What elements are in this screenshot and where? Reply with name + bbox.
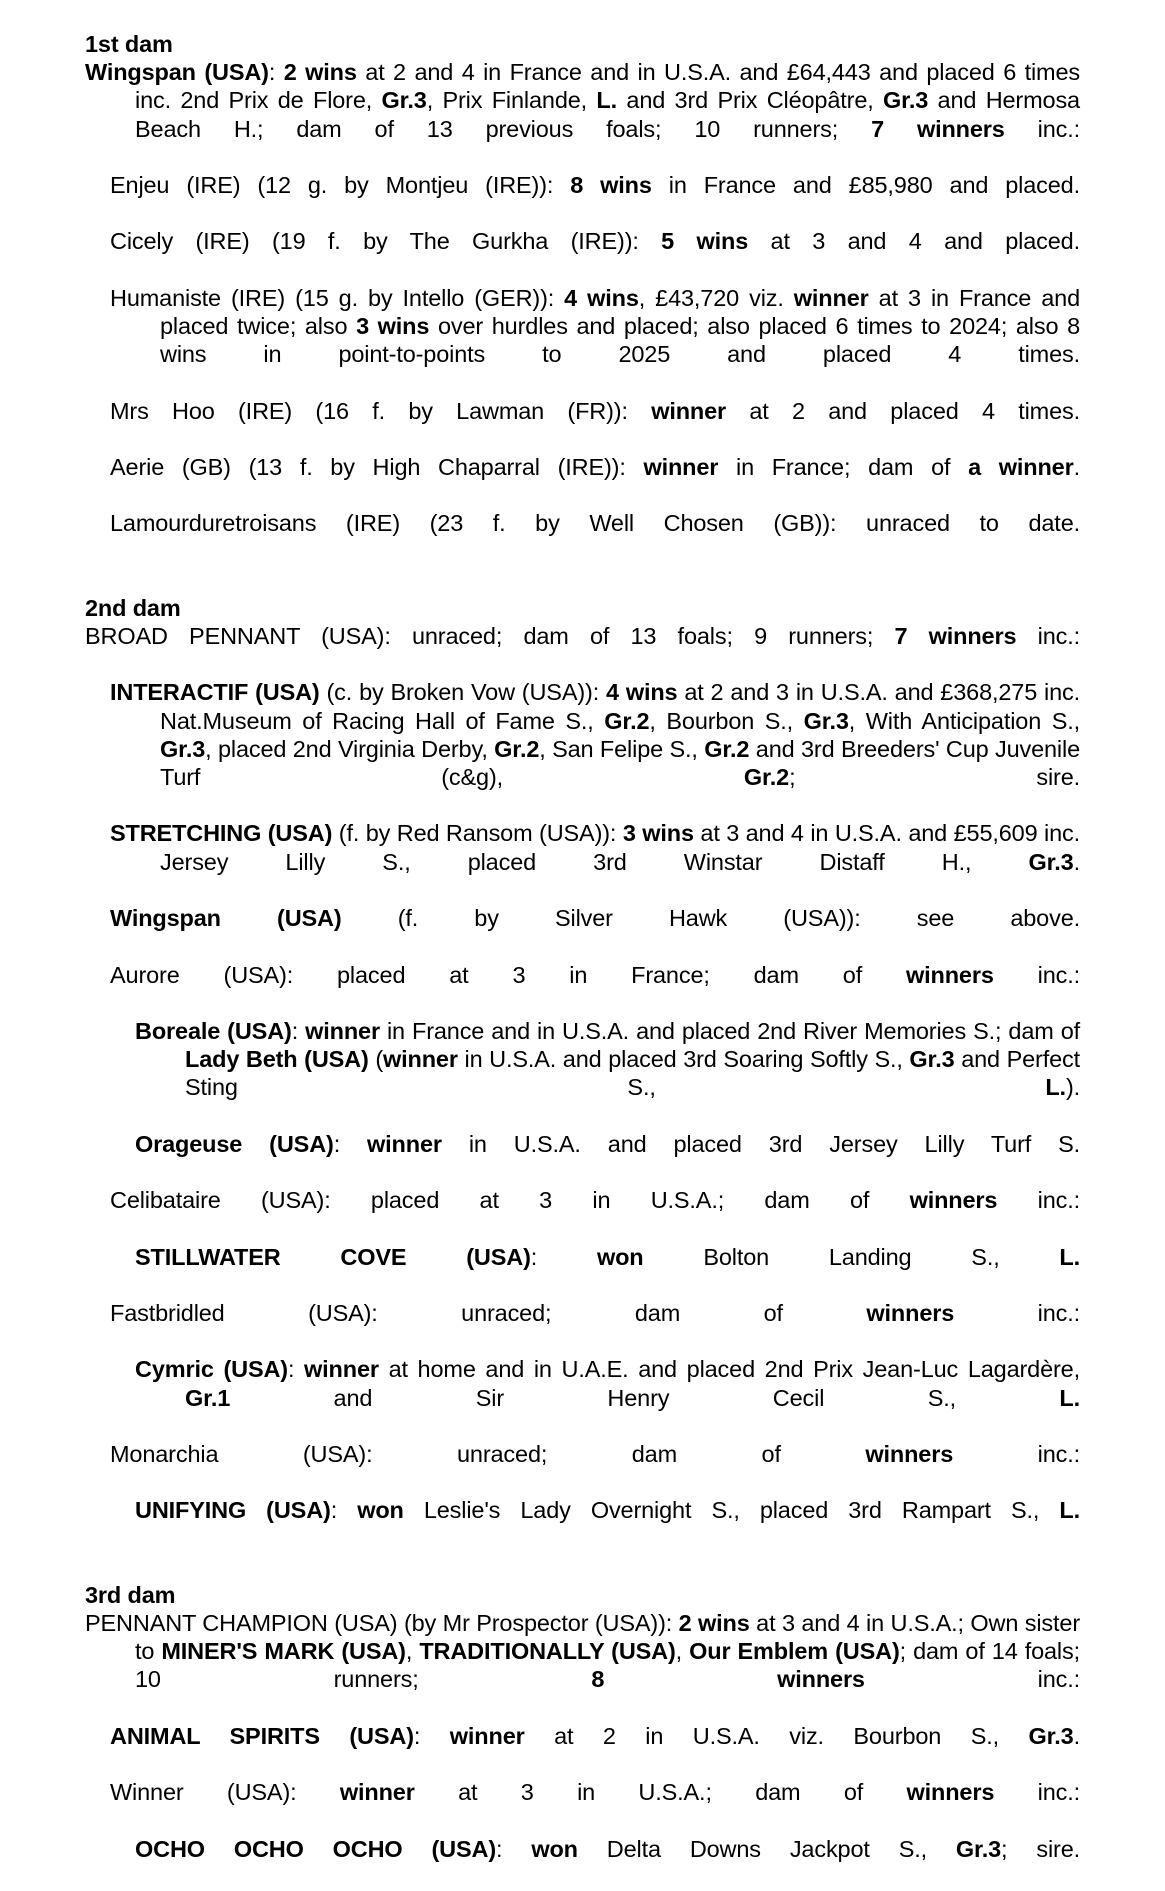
entry-text: and 3rd Breeders' Cup Juvenile Turf (c&g), — [160, 735, 1080, 791]
entry-text: in France and £85,980 and placed. — [651, 172, 1080, 199]
entry-text: and 3rd Prix Cléopâtre, — [617, 87, 884, 114]
entry-text-bold: Gr.3 — [803, 707, 849, 734]
pedigree-entry — [85, 1017, 1080, 1130]
entry-text: (f. by Silver Hawk (USA)): see above. — [341, 905, 1080, 932]
entry-text-bold: Boreale (USA) — [135, 1017, 292, 1044]
entry-text: Fastbridled (USA): unraced; dam of — [110, 1299, 867, 1326]
entry-text: , San Felipe S., — [539, 735, 705, 762]
entry-text-bold: STRETCHING (USA) — [110, 820, 333, 847]
pedigree-entry — [85, 171, 1080, 227]
dam-section-heading: 2nd dam — [85, 594, 181, 621]
entry-text: ; sire. — [1001, 1835, 1080, 1862]
pedigree-entry — [85, 1722, 1080, 1778]
entry-text-bold: winner — [449, 1722, 525, 1749]
entry-text: at home and in U.A.E. and placed 2nd Prix Jean-Luc Lagardère, — [378, 1356, 1080, 1383]
entry-text-bold: L. — [1059, 1384, 1080, 1411]
pedigree-entry — [85, 453, 1080, 509]
entry-text: in U.S.A. and placed 3rd Jersey Lilly Turf S. — [441, 1130, 1080, 1157]
entry-text-bold: 4 wins — [564, 284, 639, 311]
entry-text-bold: 2 wins — [283, 59, 357, 86]
entry-text-bold: Wingspan (USA) — [110, 905, 342, 932]
entry-text: ; dam of 14 foals; 10 runners; — [135, 1638, 1080, 1693]
pedigree-entry — [85, 1130, 1080, 1186]
entry-text-bold: L. — [1059, 1243, 1080, 1270]
pedigree-entry — [85, 622, 1080, 678]
entry-text: at 2 and 3 in U.S.A. and £368,275 inc. Nat.Museum of Racing Hall of Fame S., — [160, 679, 1080, 734]
entry-text-bold: L. — [1059, 1497, 1081, 1524]
entry-text-bold: STILLWATER COVE (USA) — [135, 1243, 531, 1270]
entry-text: at 2 in U.S.A. viz. Bourbon S., — [524, 1722, 1029, 1749]
entry-text-bold: L. — [596, 87, 618, 114]
entry-text: : — [333, 1130, 368, 1157]
entry-text: . — [1073, 454, 1080, 481]
entry-text: Celibataire (USA): placed at 3 in U.S.A.; dam of — [110, 1187, 910, 1214]
entry-text: at 3 in U.S.A.; dam of — [414, 1779, 907, 1806]
pedigree-entry — [85, 1440, 1080, 1496]
entry-text-bold: winner — [651, 397, 727, 424]
entry-text-bold: Our Emblem (USA) — [689, 1638, 900, 1665]
entry-text: inc.: — [994, 1779, 1081, 1806]
entry-text: Cicely (IRE) (19 f. by The Gurkha (IRE)): — [110, 228, 662, 255]
entry-text-bold: 8 winners — [591, 1666, 865, 1693]
pedigree-text-body — [85, 30, 1080, 1891]
entry-text-bold: Lady Beth (USA) — [185, 1046, 369, 1073]
entry-text: inc.: — [864, 1666, 1080, 1693]
entry-text: PENNANT CHAMPION (USA) (by Mr Prospector (USA)): — [85, 1609, 679, 1636]
entry-text: at 2 and placed 4 times. — [726, 397, 1080, 424]
entry-text-bold: won — [596, 1243, 644, 1270]
entry-text-bold: Gr.3 — [883, 87, 929, 114]
pedigree-entry — [85, 961, 1080, 1017]
entry-text-bold: Cymric (USA) — [135, 1356, 288, 1383]
entry-text: : — [330, 1497, 358, 1524]
entry-text-bold: winner — [383, 1046, 458, 1073]
pedigree-entry — [85, 58, 1080, 171]
entry-text: : — [530, 1243, 597, 1270]
pedigree-entry — [85, 1778, 1080, 1834]
entry-text-bold: TRADITIONALLY (USA) — [419, 1638, 676, 1665]
pedigree-entry — [85, 1299, 1080, 1355]
dam-section — [85, 30, 1080, 566]
pedigree-entry — [85, 284, 1080, 397]
dam-section-heading: 3rd dam — [85, 1581, 176, 1608]
entry-text: (f. by Red Ransom (USA)): — [332, 820, 623, 847]
entry-text-bold: winner — [367, 1130, 442, 1157]
entry-text-bold: INTERACTIF (USA) — [110, 679, 320, 706]
entry-text: and Hermosa Beach H.; dam of 13 previous foals; 10 runners; — [135, 87, 1080, 142]
dam-section-heading: 1st dam — [85, 31, 173, 57]
entry-text: inc.: — [1004, 115, 1080, 142]
entry-text-bold: 5 wins — [661, 228, 749, 255]
entry-text: at 3 in France and placed twice; also — [160, 284, 1080, 340]
entry-text: : — [413, 1722, 450, 1749]
entry-text: : — [268, 59, 284, 86]
entry-text-bold: winner — [793, 284, 869, 311]
entry-text: , placed 2nd Virginia Derby, — [205, 735, 495, 762]
entry-text-bold: won — [531, 1835, 578, 1862]
entry-text: Winner (USA): — [110, 1779, 340, 1806]
entry-text-bold: L. — [1045, 1074, 1066, 1101]
pedigree-entry — [85, 1835, 1080, 1891]
entry-text: : — [287, 1356, 305, 1383]
pedigree-entry — [85, 678, 1080, 819]
entry-text: Lamourduretroisans (IRE) (23 f. by Well Chosen (GB)): unraced to date. — [110, 510, 1080, 537]
entry-text: inc.: — [993, 961, 1080, 988]
entry-text-bold: winner — [305, 1017, 380, 1044]
entry-text-bold: winners — [866, 1299, 955, 1326]
entry-text: , With Anticipation S., — [848, 707, 1080, 734]
entry-text: inc.: — [1016, 623, 1080, 650]
dam-section — [85, 1581, 1080, 1891]
entry-text-bold: 3 wins — [622, 820, 694, 847]
entry-text: Aurore (USA): placed at 3 in France; dam of — [110, 961, 906, 988]
pedigree-entry — [85, 1186, 1080, 1242]
entry-text: in U.S.A. and placed 3rd Soaring Softly S., — [457, 1046, 910, 1073]
entry-text-bold: winner — [304, 1356, 379, 1383]
entry-text-bold: 4 wins — [606, 679, 678, 706]
entry-text: . — [1073, 1722, 1080, 1749]
entry-text-bold: Orageuse (USA) — [135, 1130, 334, 1157]
pedigree-entry — [85, 1355, 1080, 1440]
entry-text: Enjeu (IRE) (12 g. by Montjeu (IRE)): — [110, 172, 571, 199]
entry-text: over hurdles and placed; also placed 6 times to 2024; also 8 wins in point-to-points to 2025 and placed 4 times. — [160, 313, 1080, 368]
entry-text: Humaniste (IRE) (15 g. by Intello (GER)): — [110, 284, 565, 311]
entry-text: (c. by Broken Vow (USA)): — [319, 679, 606, 706]
entry-text-bold: winners — [909, 1187, 998, 1214]
entry-text: ). — [1065, 1074, 1080, 1101]
entry-text-bold: 2 wins — [678, 1609, 750, 1636]
entry-text: at 2 and 4 in France and in U.S.A. and £64,443 and placed 6 times inc. 2nd Prix de Flore, — [135, 59, 1081, 114]
pedigree-entry — [85, 1609, 1080, 1722]
entry-text-bold: Gr.3 — [955, 1835, 1002, 1862]
entry-text: in France and in U.S.A. and placed 2nd River Memories S.; dam of — [379, 1017, 1080, 1044]
entry-text-bold: a winner — [968, 454, 1074, 481]
pedigree-entry — [85, 819, 1080, 904]
entry-text: inc.: — [953, 1440, 1080, 1467]
entry-text: and Perfect Sting S., — [185, 1046, 1080, 1101]
entry-text: Delta Downs Jackpot S., — [577, 1835, 956, 1862]
entry-text: inc.: — [997, 1187, 1080, 1214]
entry-text: at 3 and 4 and placed. — [748, 228, 1080, 255]
entry-text-bold: 8 wins — [570, 172, 652, 199]
entry-text-bold: 7 winners — [871, 115, 1005, 142]
entry-text: , Prix Finlande, — [426, 87, 597, 114]
pedigree-entry — [85, 227, 1080, 283]
entry-text: at 3 and 4 in U.S.A.; Own sister to — [135, 1609, 1081, 1665]
entry-text-bold: UNIFYING (USA) — [135, 1497, 331, 1524]
entry-text: Leslie's Lady Overnight S., placed 3rd Rampart S., — [403, 1497, 1060, 1524]
entry-text: , — [405, 1638, 420, 1665]
entry-text: ; sire. — [789, 764, 1081, 791]
entry-text-bold: OCHO OCHO OCHO (USA) — [135, 1835, 496, 1862]
entry-text-bold: MINER'S MARK (USA) — [161, 1638, 406, 1665]
entry-text-bold: Gr.2 — [494, 735, 540, 762]
entry-text: ( — [368, 1046, 384, 1073]
entry-text: : — [291, 1017, 306, 1044]
entry-text-bold: Gr.1 — [185, 1384, 231, 1411]
entry-text-bold: 3 wins — [356, 313, 430, 340]
pedigree-entry — [85, 397, 1080, 453]
entry-text: BROAD PENNANT (USA): unraced; dam of 13 foals; 9 runners; — [85, 623, 895, 650]
entry-text-bold: Gr.3 — [160, 735, 206, 762]
entry-text-bold: Gr.2 — [743, 764, 790, 791]
entry-text: , — [675, 1638, 690, 1665]
dam-section — [85, 594, 1080, 1553]
entry-text: at 3 and 4 in U.S.A. and £55,609 inc. Jersey Lilly S., placed 3rd Winstar Distaff H., — [160, 820, 1080, 875]
entry-text-bold: Wingspan (USA) — [85, 59, 269, 86]
pedigree-entry — [85, 1243, 1080, 1299]
entry-text-bold: Gr.2 — [604, 707, 650, 734]
entry-text: Bolton Landing S., — [643, 1243, 1060, 1270]
entry-text-bold: winners — [905, 961, 994, 988]
entry-text-bold: won — [357, 1497, 404, 1524]
entry-text-bold: Gr.3 — [381, 87, 427, 114]
entry-text: , £43,720 viz. — [638, 284, 794, 311]
entry-text: , Bourbon S., — [649, 707, 804, 734]
entry-text: inc.: — [954, 1299, 1080, 1326]
pedigree-entry — [85, 1496, 1080, 1552]
pedigree-entry — [85, 509, 1080, 565]
entry-text-bold: Gr.2 — [704, 735, 750, 762]
entry-text: : — [496, 1835, 532, 1862]
entry-text-bold: Gr.3 — [1028, 1722, 1074, 1749]
entry-text-bold: ANIMAL SPIRITS (USA) — [110, 1722, 414, 1749]
entry-text-bold: 7 winners — [894, 623, 1017, 650]
entry-text: Aerie (GB) (13 f. by High Chaparral (IRE)): — [110, 454, 644, 481]
entry-text-bold: Gr.3 — [909, 1046, 955, 1073]
entry-text: Mrs Hoo (IRE) (16 f. by Lawman (FR)): — [110, 397, 652, 424]
pedigree-entry — [85, 904, 1080, 960]
entry-text-bold: Gr.3 — [1028, 848, 1074, 875]
entry-text-bold: winners — [906, 1779, 995, 1806]
entry-text: and Sir Henry Cecil S., — [230, 1384, 1060, 1411]
entry-text-bold: winner — [643, 454, 719, 481]
entry-text: Monarchia (USA): unraced; dam of — [110, 1440, 866, 1467]
entry-text: in France; dam of — [718, 454, 969, 481]
entry-text-bold: winner — [339, 1779, 415, 1806]
entry-text: . — [1073, 848, 1080, 875]
entry-text-bold: winners — [865, 1440, 954, 1467]
